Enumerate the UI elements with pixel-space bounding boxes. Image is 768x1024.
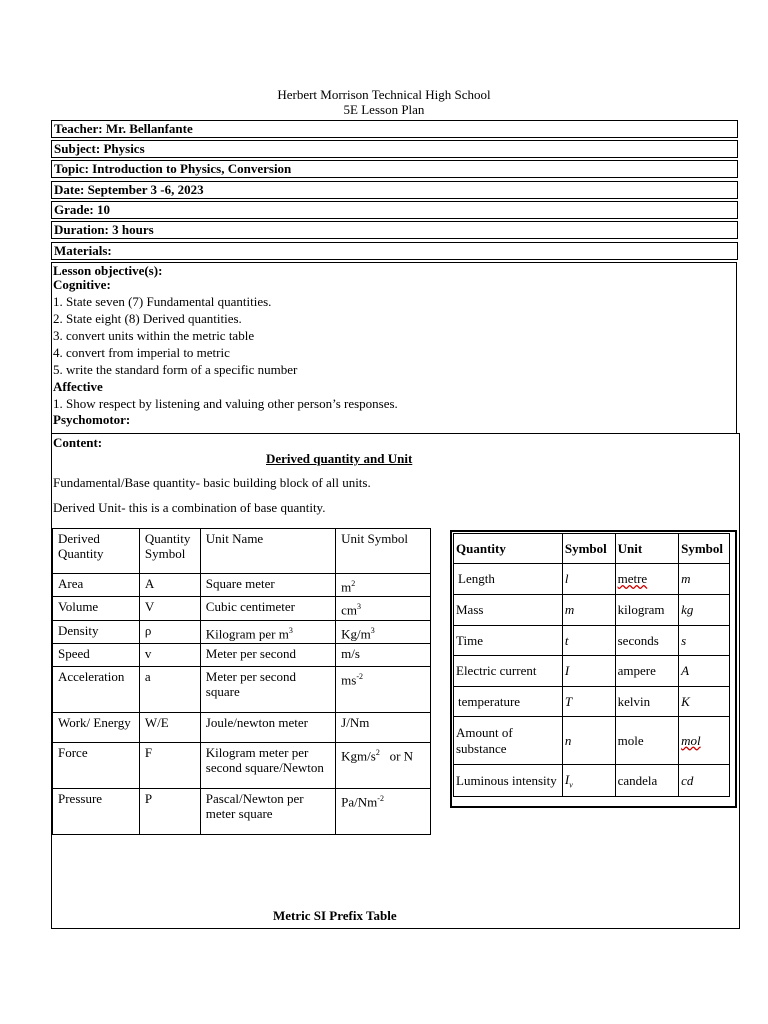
table-row (454, 687, 730, 717)
table-header: Derived Quantity (53, 529, 140, 574)
cell-symbol: t (562, 626, 615, 656)
cell-quantity: Density (53, 620, 140, 643)
table-row (454, 595, 730, 626)
psychomotor-label: Psychomotor: (53, 412, 131, 427)
cell-symbol: $I_v$ (562, 765, 615, 797)
table-row (53, 597, 431, 620)
table-header: Unit Symbol (336, 529, 431, 574)
topic-row: Topic: Introduction to Physics, Conversion (51, 160, 738, 178)
cell-quantity: Electric current (454, 656, 563, 687)
table-row (454, 656, 730, 687)
cell-unit-symbol: kg (679, 595, 730, 626)
cell-unit-symbol: Kgm/$s^2$ or N (336, 742, 431, 788)
cell-quantity: Area (53, 574, 140, 597)
cell-unit-symbol: m (679, 564, 730, 595)
cognitive-objective: 5. write the standard form of a specific number (53, 362, 298, 377)
cell-unit-name: Meter per second square (200, 666, 335, 712)
materials-row: Materials: (51, 242, 738, 260)
cell-quantity: temperature (454, 687, 563, 717)
table-row (53, 742, 431, 788)
derived-definition: Derived Unit- this is a combination of base quantity. (53, 500, 326, 515)
cell-quantity: Mass (454, 595, 563, 626)
duration-row: Duration: 3 hours (51, 221, 738, 239)
cell-quantity: Length (454, 564, 563, 595)
cell-unit-symbol: mol (679, 717, 730, 765)
table-header: Symbol (562, 534, 615, 564)
cell-unit-symbol: K (679, 687, 730, 717)
cell-symbol: n (562, 717, 615, 765)
table-header: Symbol (679, 534, 730, 564)
table-row (53, 788, 431, 834)
cell-unit-symbol: $m^2$ (336, 574, 431, 597)
si-base-quantity-table (453, 533, 730, 797)
cell-quantity: Work/ Energy (53, 712, 140, 742)
cell-symbol: v (139, 643, 200, 666)
table-header: Unit Name (200, 529, 335, 574)
cell-symbol: W/E (139, 712, 200, 742)
cell-symbol: l (562, 564, 615, 595)
cell-symbol: a (139, 666, 200, 712)
cell-symbol: P (139, 788, 200, 834)
cell-unit: metre (615, 564, 679, 595)
cell-symbol: T (562, 687, 615, 717)
affective-label: Affective (53, 379, 103, 394)
table-row (454, 626, 730, 656)
cell-symbol: m (562, 595, 615, 626)
table-row (454, 765, 730, 797)
cell-symbol: F (139, 742, 200, 788)
cell-unit-name: Kilogram per $m^3$ (200, 620, 335, 643)
table-row (454, 564, 730, 595)
cell-quantity: Volume (53, 597, 140, 620)
cell-unit-symbol: $ms^{-2}$ (336, 666, 431, 712)
cell-unit: mole (615, 717, 679, 765)
cell-quantity: Amount of substance (454, 717, 563, 765)
subject-row: Subject: Physics (51, 140, 738, 158)
cognitive-objective: 1. State seven (7) Fundamental quantities. (53, 294, 272, 309)
cell-unit: candela (615, 765, 679, 797)
cell-unit-name: Kilogram meter per second square/Newton (200, 742, 335, 788)
cognitive-objective: 2. State eight (8) Derived quantities. (53, 311, 242, 326)
cell-quantity: Force (53, 742, 140, 788)
table-row (53, 666, 431, 712)
cognitive-objective: 4. convert from imperial to metric (53, 345, 230, 360)
table-header: Quantity (454, 534, 563, 564)
table-row (53, 712, 431, 742)
cognitive-label: Cognitive: (53, 277, 111, 292)
table-row (454, 717, 730, 765)
cell-quantity: Speed (53, 643, 140, 666)
cell-unit-name: Joule/newton meter (200, 712, 335, 742)
cell-unit: kelvin (615, 687, 679, 717)
cell-unit-symbol: m/s (336, 643, 431, 666)
cell-quantity: Luminous intensity (454, 765, 563, 797)
cell-unit: ampere (615, 656, 679, 687)
cognitive-objective: 3. convert units within the metric table (53, 328, 255, 343)
table-row (53, 574, 431, 597)
cell-symbol: V (139, 597, 200, 620)
cell-unit-symbol: $cm^3$ (336, 597, 431, 620)
table-header: Quantity Symbol (139, 529, 200, 574)
teacher-row: Teacher: Mr. Bellanfante (51, 120, 738, 138)
affective-objective: 1. Show respect by listening and valuing other person’s responses. (53, 396, 398, 411)
cell-quantity: Time (454, 626, 563, 656)
cell-unit-name: Cubic centimeter (200, 597, 335, 620)
cell-unit-symbol: A (679, 656, 730, 687)
cell-symbol: ρ (139, 620, 200, 643)
grade-row: Grade: 10 (51, 201, 738, 219)
cell-symbol: A (139, 574, 200, 597)
cell-unit-symbol: $Kg/m^3$ (336, 620, 431, 643)
cell-symbol: I (562, 656, 615, 687)
cell-unit-name: Square meter (200, 574, 335, 597)
cell-unit: kilogram (615, 595, 679, 626)
cell-unit-symbol: cd (679, 765, 730, 797)
cell-unit-name: Meter per second (200, 643, 335, 666)
objectives-title: Lesson objective(s): (53, 263, 163, 278)
content-heading: Derived quantity and Unit (266, 451, 413, 466)
cell-unit-symbol: J/Nm (336, 712, 431, 742)
cell-unit-symbol: $Pa/Nm^{-2}$ (336, 788, 431, 834)
cell-unit-symbol: s (679, 626, 730, 656)
content-label: Content: (53, 435, 103, 450)
derived-quantity-table (52, 528, 431, 835)
prefix-table-heading: Metric SI Prefix Table (273, 908, 397, 923)
cell-unit-name: Pascal/Newton per meter square (200, 788, 335, 834)
cell-quantity: Acceleration (53, 666, 140, 712)
table-row (53, 643, 431, 666)
document-type: 5E Lesson Plan (343, 102, 425, 117)
fundamental-definition: Fundamental/Base quantity- basic building block of all units. (53, 475, 371, 490)
table-header: Unit (615, 534, 679, 564)
school-name: Herbert Morrison Technical High School (277, 87, 491, 102)
cell-quantity: Pressure (53, 788, 140, 834)
cell-unit: seconds (615, 626, 679, 656)
date-row: Date: September 3 -6, 2023 (51, 181, 738, 199)
table-row (53, 620, 431, 643)
